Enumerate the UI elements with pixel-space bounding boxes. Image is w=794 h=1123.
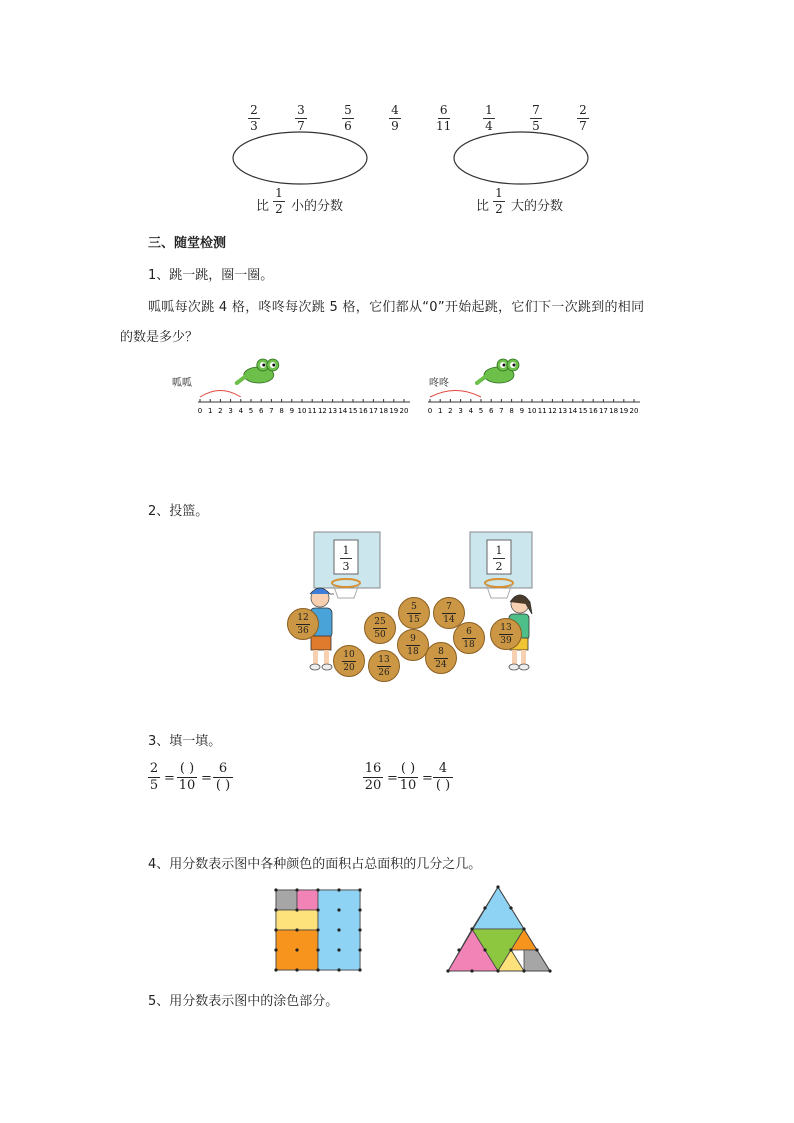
left-oval-half: 1 2 (273, 187, 285, 216)
eq2-equals-1: = (387, 771, 398, 786)
q2-title: 2、投篮。 (148, 504, 209, 519)
grid-dot (337, 928, 340, 931)
grid-dot (274, 908, 277, 911)
tick-label: 1 (437, 407, 443, 415)
tick-label: 20 (399, 407, 409, 415)
grid-dot (358, 948, 361, 951)
left-board-fraction: 1 3 (340, 544, 352, 573)
tick-label: 10 (527, 407, 537, 415)
tick-label: 15 (578, 407, 588, 415)
grid-dot (274, 928, 277, 931)
tick-label: 0 (197, 407, 203, 415)
tick-label: 20 (629, 407, 639, 415)
left-number-line (190, 355, 433, 425)
basketball-fraction[interactable]: 5 15 (398, 597, 430, 629)
q4-title: 4、用分数表示图中各种颜色的面积占总面积的几分之几。 (148, 857, 482, 872)
tick-label: 16 (588, 407, 598, 415)
right-frog-name: 咚咚 (429, 378, 449, 389)
tick-label: 5 (248, 407, 254, 415)
tick-label: 11 (537, 407, 547, 415)
eq2-fraction-b[interactable]: ( ) 10 (399, 761, 417, 793)
tick-label: 17 (368, 407, 378, 415)
basketball-fraction[interactable]: 13 39 (490, 618, 522, 650)
tick-label: 6 (258, 407, 264, 415)
tick-label: 19 (619, 407, 629, 415)
gray-square (276, 890, 297, 910)
eq1-equals-2: = (201, 771, 212, 786)
grid-dot (295, 948, 298, 951)
tick-label: 12 (317, 407, 327, 415)
basketball-fraction[interactable]: 7 14 (433, 597, 465, 629)
grid-dot (295, 968, 298, 971)
grid-rectangle-figure (274, 888, 364, 972)
tick-label: 4 (468, 407, 474, 415)
grid-dot (295, 908, 298, 911)
grid-dot (295, 928, 298, 931)
left-oval (233, 132, 367, 184)
tick-label: 2 (218, 407, 223, 415)
jump-arc (200, 391, 241, 398)
tick-label: 12 (547, 407, 557, 415)
frog-icon (237, 359, 279, 383)
gray-triangle (524, 950, 550, 971)
yellow-rect (276, 910, 318, 930)
tick-label: 4 (238, 407, 244, 415)
tick-label: 7 (269, 407, 274, 415)
tick-label: 8 (279, 407, 284, 415)
triangle-figure (446, 885, 552, 975)
grid-dot (358, 888, 361, 891)
right-number-line (420, 355, 660, 425)
sort-fraction[interactable]: 4 9 (389, 104, 401, 133)
basketball-fraction[interactable]: 13 26 (368, 650, 400, 682)
q1-text-line2: 的数是多少？ (120, 330, 199, 345)
sort-fraction[interactable]: 2 7 (577, 104, 589, 133)
tick-label: 9 (519, 407, 525, 415)
tick-label: 2 (448, 407, 453, 415)
sort-fraction[interactable]: 3 7 (295, 104, 307, 133)
section-title: 三、随堂检测 (148, 236, 227, 251)
right-oval (454, 132, 588, 184)
q3-title: 3、填一填。 (148, 734, 222, 749)
grid-dot (295, 888, 298, 891)
grid-dot (337, 948, 340, 951)
tick-label: 18 (609, 407, 619, 415)
tick-label: 13 (558, 407, 568, 415)
basketball-fraction[interactable]: 8 24 (425, 642, 457, 674)
basketball-fraction[interactable]: 6 18 (453, 622, 485, 654)
grid-dot (337, 908, 340, 911)
eq2-fraction-a: 16 20 (364, 761, 382, 793)
tick-label: 0 (427, 407, 433, 415)
eq1-fraction-b[interactable]: ( ) 10 (178, 761, 196, 793)
tick-label: 17 (598, 407, 608, 415)
basketball-fraction[interactable]: 10 20 (333, 645, 365, 677)
tick-label: 14 (568, 407, 578, 415)
grid-dot (316, 968, 319, 971)
tick-label: 6 (488, 407, 494, 415)
eq1-fraction-c[interactable]: 6 ( ) (213, 762, 233, 793)
grid-dot (316, 888, 319, 891)
sort-fraction[interactable]: 1 4 (483, 104, 495, 133)
sort-fraction[interactable]: 2 3 (248, 104, 260, 133)
tick-label: 3 (228, 407, 233, 415)
tick-label: 15 (348, 407, 358, 415)
sorting-ovals (230, 128, 600, 188)
grid-dot (358, 928, 361, 931)
right-oval-half: 1 2 (493, 187, 505, 216)
tick-label: 8 (509, 407, 514, 415)
frog-icon (477, 359, 519, 383)
grid-dot (274, 888, 277, 891)
right-board-fraction: 1 2 (493, 544, 505, 573)
left-oval-label-post: 小的分数 (291, 199, 344, 214)
tick-label: 18 (379, 407, 389, 415)
pink-square (297, 890, 318, 910)
sort-fraction[interactable]: 7 5 (530, 104, 542, 133)
jump-arc (430, 391, 481, 398)
sort-fraction[interactable]: 6 11 (436, 103, 452, 133)
sort-fraction[interactable]: 5 6 (342, 104, 354, 133)
blue-triangle (472, 887, 524, 929)
tick-label: 9 (289, 407, 295, 415)
tick-label: 3 (458, 407, 463, 415)
grid-dot (316, 908, 319, 911)
tick-label: 7 (499, 407, 504, 415)
tick-label: 16 (358, 407, 368, 415)
grid-dot (337, 968, 340, 971)
eq2-fraction-c[interactable]: 4 ( ) (433, 762, 453, 793)
basketball-fraction[interactable]: 9 18 (397, 629, 429, 661)
grid-dot (316, 928, 319, 931)
right-oval-label-post: 大的分数 (511, 199, 564, 214)
tick-label: 5 (478, 407, 484, 415)
tick-label: 14 (338, 407, 348, 415)
q5-title: 5、用分数表示图中的涂色部分。 (148, 994, 339, 1009)
grid-dot (358, 908, 361, 911)
grid-dot (274, 968, 277, 971)
basketball-fraction[interactable]: 12 36 (287, 608, 319, 640)
grid-dot (337, 888, 340, 891)
q1-text-line1: 呱呱每次跳 4 格，咚咚每次跳 5 格，它们都从“0”开始起跳，它们下一次跳到的相同 (148, 300, 645, 315)
grid-dot (274, 948, 277, 951)
tick-label: 1 (207, 407, 213, 415)
grid-dot (358, 968, 361, 971)
tick-label: 13 (328, 407, 338, 415)
tick-label: 19 (389, 407, 399, 415)
grid-dot (316, 948, 319, 951)
left-oval-label-pre: 比 (256, 199, 270, 214)
tick-label: 11 (307, 407, 317, 415)
eq2-equals-2: = (422, 771, 433, 786)
eq1-equals-1: = (164, 771, 175, 786)
left-frog-name: 呱呱 (172, 378, 192, 389)
tick-label: 10 (297, 407, 307, 415)
eq1-fraction-a: 2 5 (149, 761, 159, 793)
q1-title: 1、跳一跳，圈一圈。 (148, 268, 274, 283)
basketball-fraction[interactable]: 25 50 (364, 612, 396, 644)
right-oval-label-pre: 比 (476, 199, 490, 214)
